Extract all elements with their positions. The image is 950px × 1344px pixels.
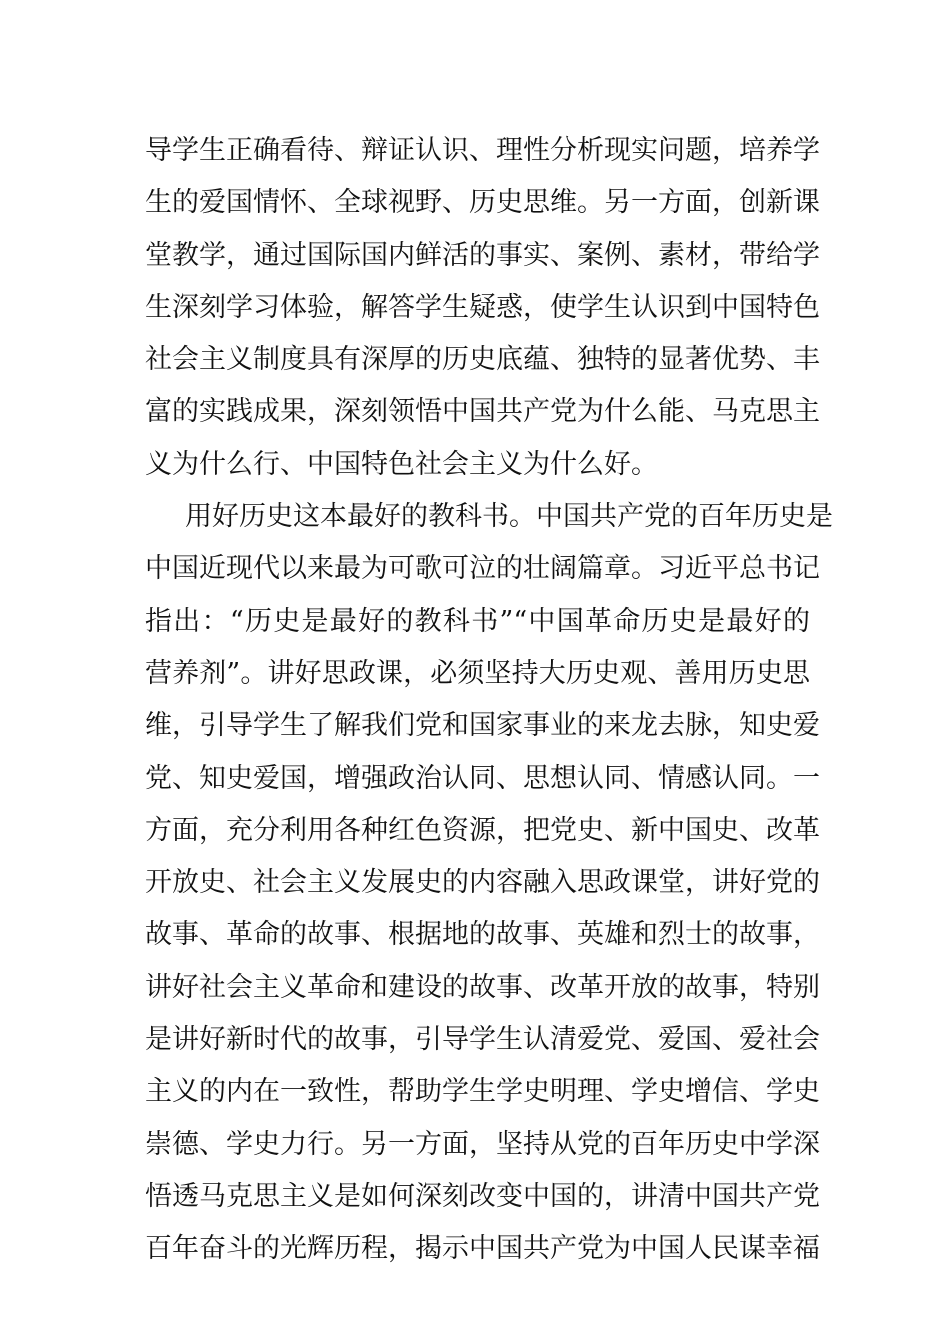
- text-line: 堂教学，通过国际国内鲜活的事实、案例、素材，带给学: [145, 239, 820, 271]
- text-line: 生深刻学习体验，解答学生疑惑，使学生认识到中国特色: [145, 291, 820, 323]
- text-line: 崇德、学史力行。另一方面，坚持从党的百年历史中学深: [145, 1128, 820, 1160]
- text-line: 百年奋斗的光辉历程，揭示中国共产党为中国人民谋幸福: [145, 1233, 820, 1265]
- paragraph-end-line: 义为什么行、中国特色社会主义为什么好。: [145, 448, 658, 480]
- text-line: 讲好社会主义革命和建设的故事、改革开放的故事，特别: [145, 971, 820, 1003]
- text-line: 社会主义制度具有深厚的历史底蕴、独特的显著优势、丰: [145, 344, 820, 376]
- body-text: [145, 125, 833, 1276]
- text-line: 维，引导学生了解我们党和国家事业的来龙去脉，知史爱: [145, 710, 820, 742]
- text-line: 方面，充分利用各种红色资源，把党史、新中国史、改革: [145, 814, 820, 846]
- text-line: 开放史、社会主义发展史的内容融入思政课堂，讲好党的: [145, 867, 820, 899]
- text-line: 党、知史爱国，增强政治认同、思想认同、情感认同。一: [145, 762, 820, 794]
- text-line: 故事、革命的故事、根据地的故事、英雄和烈士的故事，: [145, 919, 820, 951]
- paragraph-start-line: 用好历史这本最好的教科书。中国共产党的百年历史是: [185, 501, 833, 533]
- text-line: 营养剂”。讲好思政课，必须坚持大历史观、善用历史思: [145, 657, 810, 689]
- text-line: 中国近现代以来最为可歌可泣的壮阔篇章。习近平总书记: [145, 553, 820, 585]
- text-line: 生的爱国情怀、全球视野、历史思维。另一方面，创新课: [145, 187, 820, 219]
- text-line: 富的实践成果，深刻领悟中国共产党为什么能、马克思主: [145, 396, 820, 428]
- text-line: 主义的内在一致性，帮助学生学史明理、学史增信、学史: [145, 1076, 820, 1108]
- text-line: 指出：“历史是最好的教科书”“中国革命历史是最好的: [145, 605, 810, 637]
- text-line: 是讲好新时代的故事，引导学生认清爱党、爱国、爱社会: [145, 1024, 820, 1056]
- text-line: 导学生正确看待、辩证认识、理性分析现实问题，培养学: [145, 135, 820, 166]
- text-line: 悟透马克思主义是如何深刻改变中国的，讲清中国共产党: [145, 1180, 820, 1212]
